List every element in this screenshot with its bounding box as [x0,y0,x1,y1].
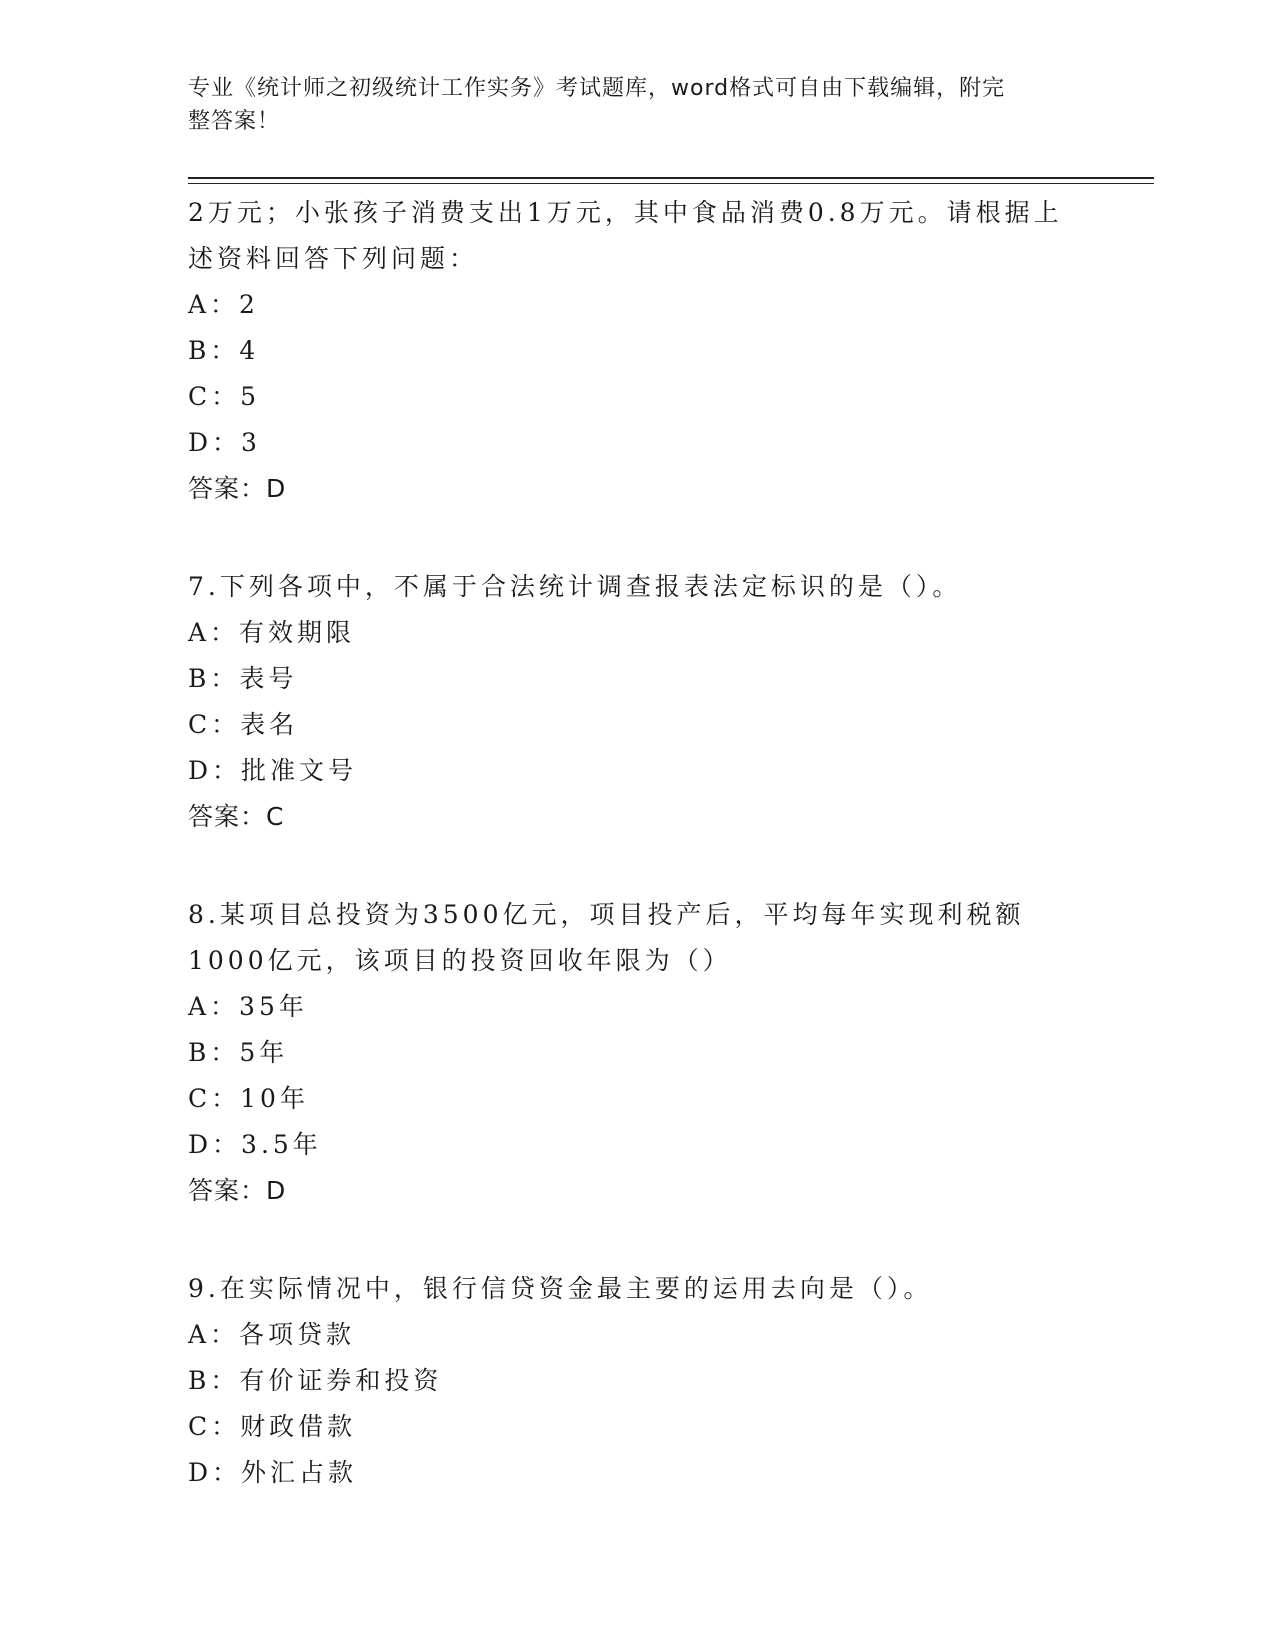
question-9 [188,1266,1088,1496]
document-header [188,72,1068,138]
option-c: C：10年 [188,1084,309,1113]
question-stem: 9.在实际情况中，银行信贷资金最主要的运用去向是（）。 [188,1274,933,1303]
question-stem: 2万元；小张孩子消费支出1万元，其中食品消费0.8万元。请根据上述资料回答下列问题： [188,198,1063,273]
header-line-2: 整答案！ [188,109,281,134]
answer-line: 答案：C [188,802,285,831]
answer-line: 答案：D [188,1176,287,1205]
option-b: B：4 [188,336,260,365]
question-stem: 7.下列各项中，不属于合法统计调查报表法定标识的是（）。 [188,572,962,601]
option-b: B：表号 [188,664,298,693]
question-continued [188,190,1088,512]
question-7 [188,564,1088,840]
option-d: D：3 [188,428,261,457]
header-divider-thick [188,177,1154,179]
option-b: B：有价证券和投资 [188,1366,443,1395]
header-divider-thin [188,183,1154,184]
question-stem: 8.某项目总投资为3500亿元，项目投产后，平均每年实现利税额1000亿元，该项目的投资回收年限为（） [188,900,1025,975]
question-8 [188,892,1088,1214]
option-c: C：5 [188,382,261,411]
option-b: B：5年 [188,1038,289,1067]
header-line-1: 专业《统计师之初级统计工作实务》考试题库，word格式可自由下载编辑，附完 [188,76,1006,101]
option-c: C：表名 [188,710,299,739]
option-c: C：财政借款 [188,1412,357,1441]
option-a: A：各项贷款 [188,1320,356,1349]
option-a: A：2 [188,290,259,319]
option-d: D：外汇占款 [188,1458,358,1487]
option-a: A：35年 [188,992,308,1021]
option-d: D：3.5年 [188,1130,322,1159]
option-d: D：批准文号 [188,756,358,785]
answer-line: 答案：D [188,474,287,503]
option-a: A：有效期限 [188,618,356,647]
question-list [188,190,1088,1496]
